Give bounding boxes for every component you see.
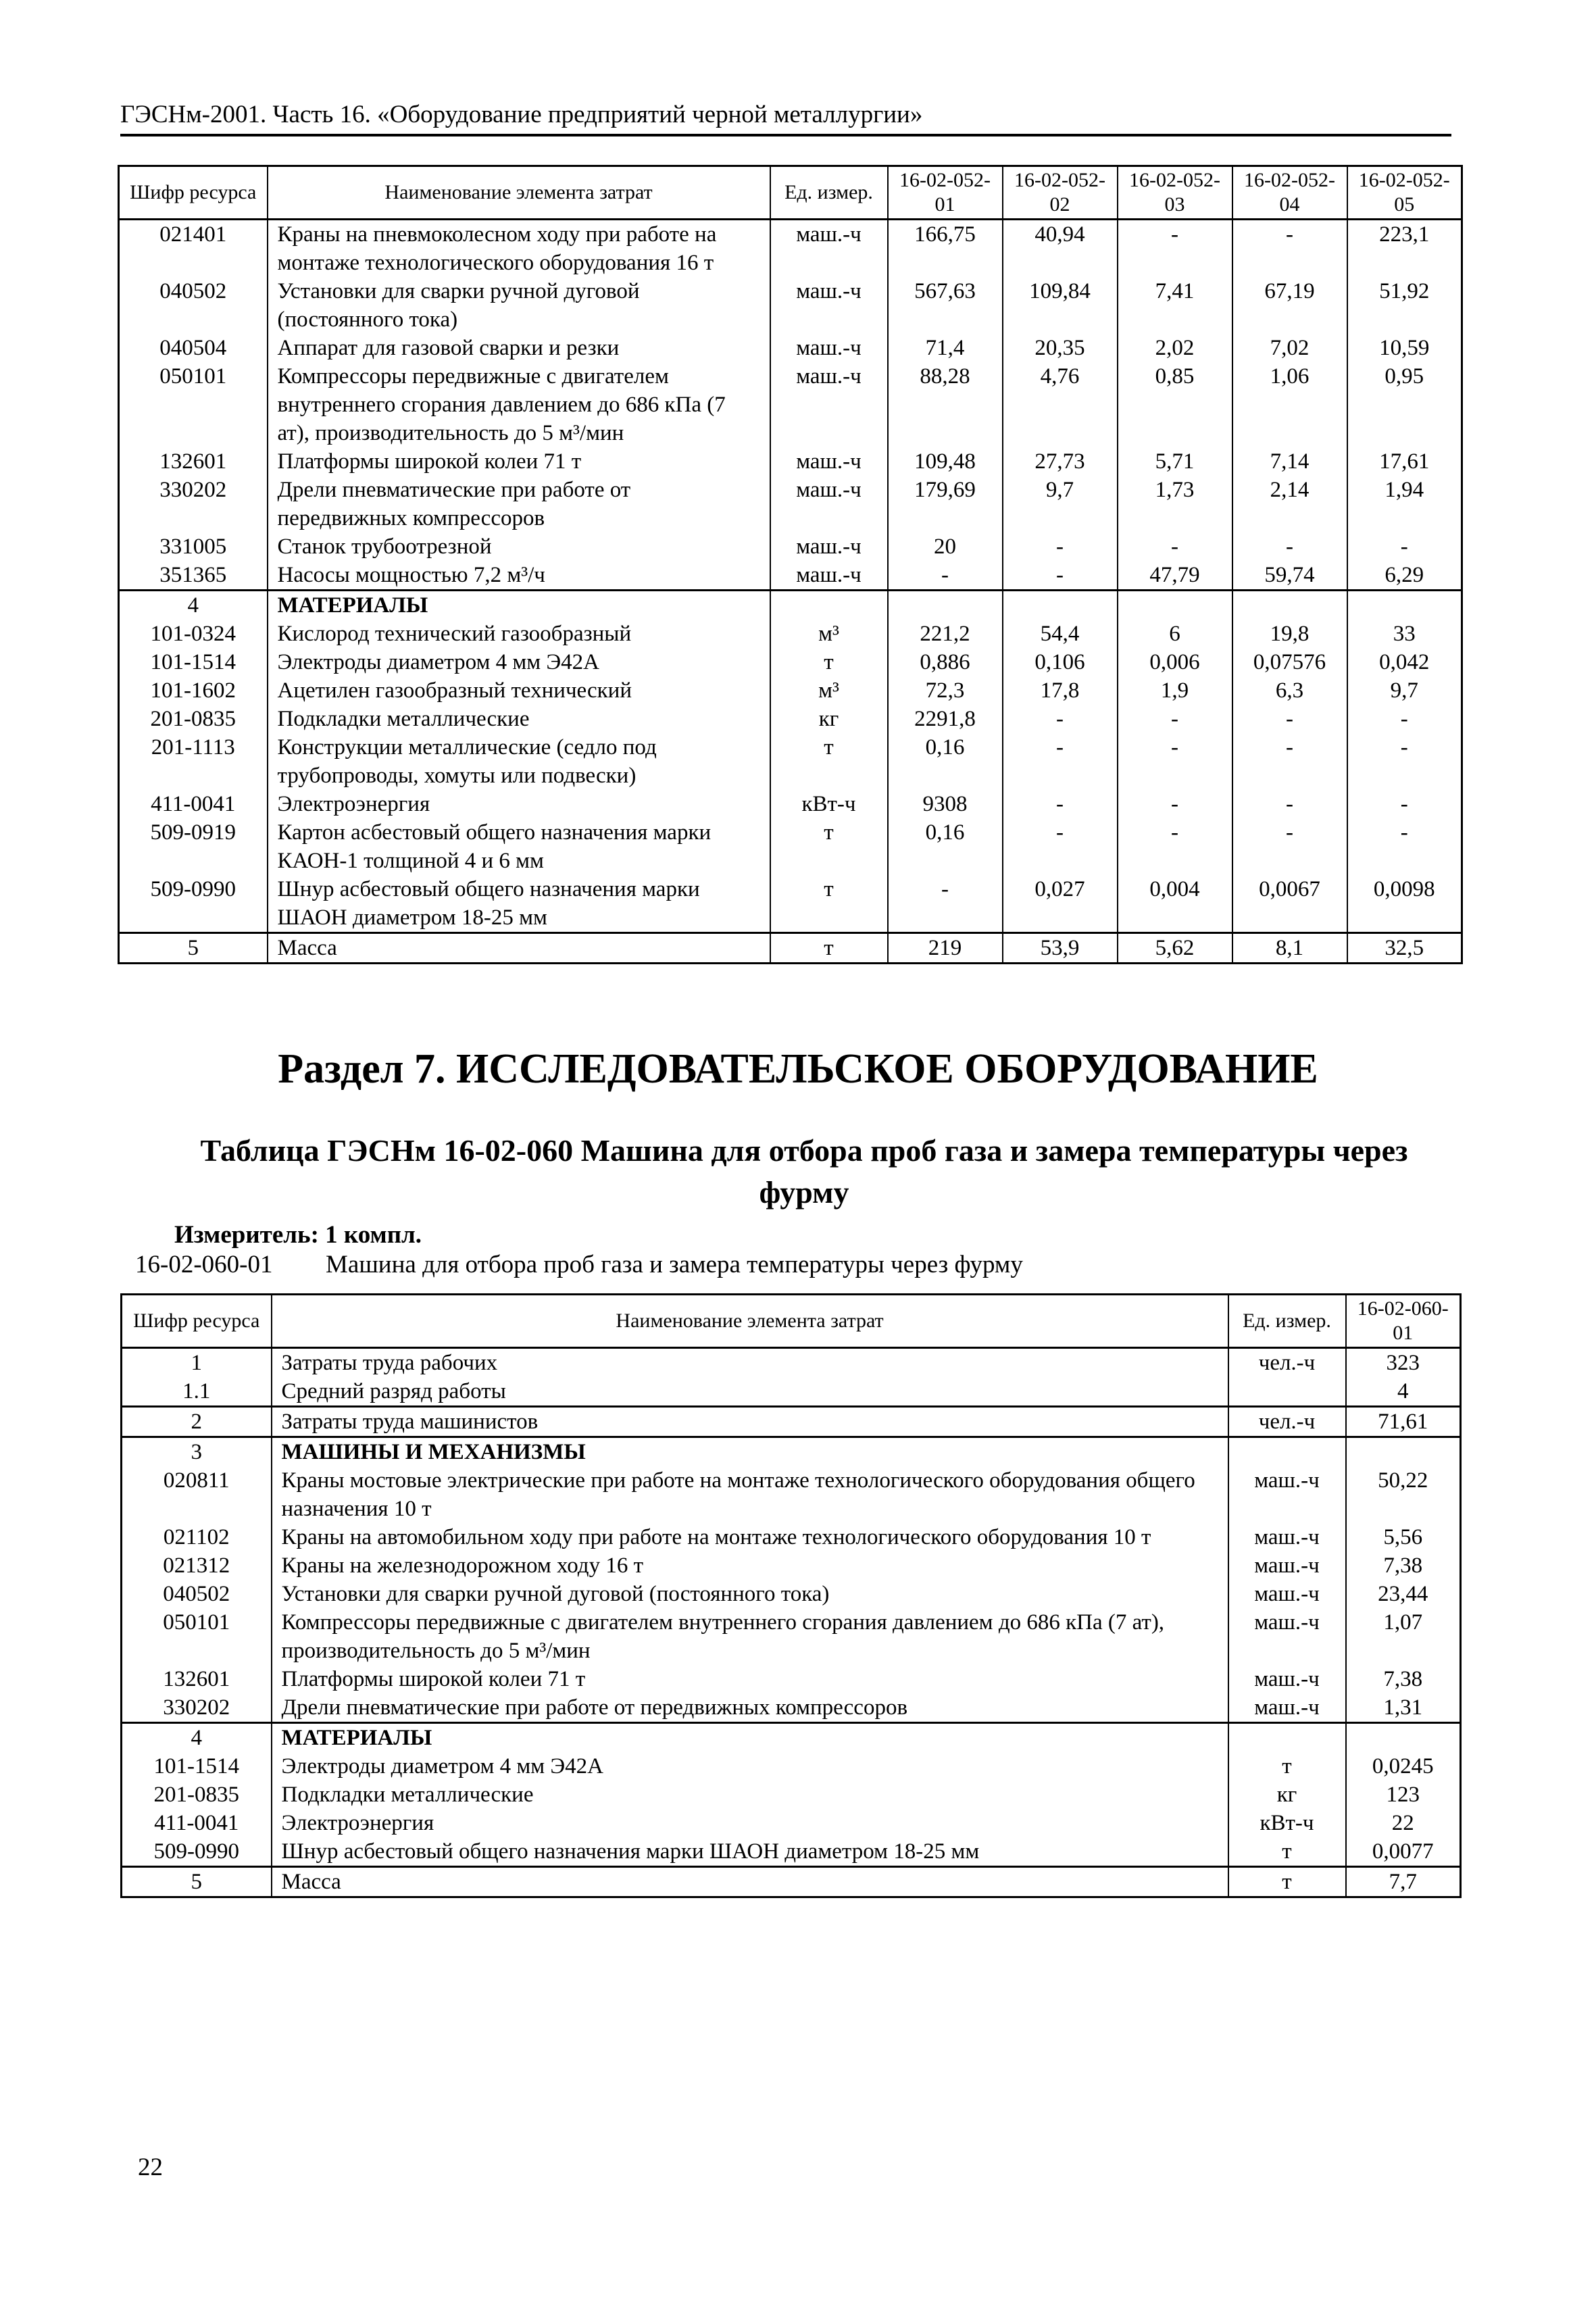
value-cell: 0,16 [888, 818, 1003, 875]
value-cell [1118, 591, 1232, 620]
value-cell [1346, 1723, 1461, 1753]
value-cell: 53,9 [1003, 933, 1118, 964]
table-row [119, 334, 1462, 362]
value-cell: 10,59 [1347, 334, 1462, 362]
table-row [119, 818, 1462, 875]
resource-unit: т [770, 875, 888, 933]
table-row [119, 933, 1462, 964]
table-row [119, 532, 1462, 561]
value-cell: 33 [1347, 620, 1462, 648]
header-col-1: 16-02-052-01 [888, 166, 1003, 220]
value-cell: 27,73 [1003, 447, 1118, 476]
resource-name: Электроды диаметром 4 мм Э42А [272, 1752, 1228, 1781]
resource-name: Краны на пневмоколесном ходу при работе на монтаже технологического оборудования 16 т [268, 220, 770, 278]
resource-name: Подкладки металлические [272, 1781, 1228, 1809]
resource-name: Электроэнергия [272, 1809, 1228, 1837]
value-cell: 7,02 [1232, 334, 1347, 362]
value-cell: 9,7 [1003, 476, 1118, 532]
value-cell: 2,02 [1118, 334, 1232, 362]
resource-name: Краны на автомобильном ходу при работе на монтаже технологического оборудования 10 т [272, 1523, 1228, 1551]
resource-name: Затраты труда рабочих [272, 1348, 1228, 1378]
value-cell: 8,1 [1232, 933, 1347, 964]
value-cell: 2,14 [1232, 476, 1347, 532]
resource-code: 330202 [119, 476, 268, 532]
resource-code: 040504 [119, 334, 268, 362]
table-row [119, 561, 1462, 591]
measure-unit: Измеритель: 1 компл. [174, 1221, 422, 1249]
value-cell: 179,69 [888, 476, 1003, 532]
table-row [119, 220, 1462, 278]
resource-code: 020811 [122, 1466, 272, 1523]
resource-name: Компрессоры передвижные с двигателем внутреннего сгорания давлением до 686 кПа (7 ат), производительность до 5 м³/мин [268, 362, 770, 447]
resource-name: Кислород технический газообразный [268, 620, 770, 648]
table-row [119, 790, 1462, 818]
resource-code: 101-1514 [122, 1752, 272, 1781]
resource-unit: маш.-ч [1228, 1466, 1346, 1523]
value-cell: 19,8 [1232, 620, 1347, 648]
resource-name: Станок трубоотрезной [268, 532, 770, 561]
value-cell: - [1003, 818, 1118, 875]
resource-name: Аппарат для газовой сварки и резки [268, 334, 770, 362]
value-cell: 1,94 [1347, 476, 1462, 532]
resource-name: Дрели пневматические при работе от передвижных компрессоров [272, 1693, 1228, 1723]
resource-unit: т [770, 648, 888, 676]
table-row [119, 277, 1462, 334]
value-cell: 7,38 [1346, 1665, 1461, 1693]
resource-code: 201-0835 [122, 1781, 272, 1809]
table-row [119, 447, 1462, 476]
resource-code: 2 [122, 1407, 272, 1437]
value-cell: - [1118, 790, 1232, 818]
table-row [119, 705, 1462, 733]
value-cell: 0,16 [888, 733, 1003, 790]
norm-line [135, 1250, 1023, 1280]
value-cell: 7,7 [1346, 1867, 1461, 1897]
resource-unit: кВт-ч [1228, 1809, 1346, 1837]
value-cell: 223,1 [1347, 220, 1462, 278]
resource-code: 021102 [122, 1523, 272, 1551]
resource-name: Компрессоры передвижные с двигателем внутреннего сгорания давлением до 686 кПа (7 ат), производительность до 5 м³/мин [272, 1608, 1228, 1665]
value-cell: - [1118, 532, 1232, 561]
value-cell: 0,106 [1003, 648, 1118, 676]
resource-code: 509-0990 [119, 875, 268, 933]
value-cell: - [888, 875, 1003, 933]
value-cell: 6,3 [1232, 676, 1347, 705]
table-row [122, 1781, 1461, 1809]
resource-unit: т [770, 818, 888, 875]
value-cell: - [1232, 790, 1347, 818]
value-cell: 5,62 [1118, 933, 1232, 964]
value-cell: 0,0098 [1347, 875, 1462, 933]
value-cell: - [1347, 790, 1462, 818]
table-row [119, 591, 1462, 620]
value-cell: 88,28 [888, 362, 1003, 447]
value-cell: 5,71 [1118, 447, 1232, 476]
value-cell: 59,74 [1232, 561, 1347, 591]
resource-code: 351365 [119, 561, 268, 591]
resource-unit: т [1228, 1837, 1346, 1867]
value-cell: 166,75 [888, 220, 1003, 278]
value-cell: - [1347, 705, 1462, 733]
resource-code: 509-0919 [119, 818, 268, 875]
section-heading: Раздел 7. ИССЛЕДОВАТЕЛЬСКОЕ ОБОРУДОВАНИЕ [278, 1046, 1318, 1092]
value-cell [1347, 591, 1462, 620]
value-cell: 0,042 [1347, 648, 1462, 676]
value-cell: - [1347, 532, 1462, 561]
table-row [122, 1407, 1461, 1437]
value-cell: 1,73 [1118, 476, 1232, 532]
table-row [122, 1867, 1461, 1897]
resource-code: 132601 [122, 1665, 272, 1693]
value-cell: - [1118, 705, 1232, 733]
resource-code: 040502 [122, 1580, 272, 1608]
value-cell: 0,0067 [1232, 875, 1347, 933]
table-header-row [119, 166, 1462, 220]
resource-name: Краны на железнодорожном ходу 16 т [272, 1551, 1228, 1580]
value-cell: 2291,8 [888, 705, 1003, 733]
value-cell: 22 [1346, 1809, 1461, 1837]
resource-name: Платформы широкой колеи 71 т [272, 1665, 1228, 1693]
resource-name: Платформы широкой колеи 71 т [268, 447, 770, 476]
value-cell: - [1118, 733, 1232, 790]
value-cell: 32,5 [1347, 933, 1462, 964]
resource-code: 5 [119, 933, 268, 964]
value-cell: 0,07576 [1232, 648, 1347, 676]
table-row [119, 362, 1462, 447]
resource-name: Шнур асбестовый общего назначения марки ШАОН диаметром 18-25 мм [268, 875, 770, 933]
value-cell: 1,06 [1232, 362, 1347, 447]
value-cell: 17,8 [1003, 676, 1118, 705]
value-cell: 50,22 [1346, 1466, 1461, 1523]
resource-unit: маш.-ч [770, 532, 888, 561]
table-row [119, 620, 1462, 648]
value-cell: 7,38 [1346, 1551, 1461, 1580]
resource-unit: чел.-ч [1228, 1348, 1346, 1378]
resource-unit: м³ [770, 676, 888, 705]
value-cell: 323 [1346, 1348, 1461, 1378]
value-cell: - [1232, 733, 1347, 790]
resource-name: Установки для сварки ручной дуговой (постоянного тока) [268, 277, 770, 334]
resource-code: 5 [122, 1867, 272, 1897]
table-row [122, 1693, 1461, 1723]
value-cell: 67,19 [1232, 277, 1347, 334]
value-cell: 221,2 [888, 620, 1003, 648]
resource-name: Картон асбестовый общего назначения марки КАОН-1 толщиной 4 и 6 мм [268, 818, 770, 875]
resource-unit: маш.-ч [1228, 1608, 1346, 1665]
resource-unit: чел.-ч [1228, 1407, 1346, 1437]
value-cell: 0,0077 [1346, 1837, 1461, 1867]
header-name: Наименование элемента затрат [268, 166, 770, 220]
value-cell: 6,29 [1347, 561, 1462, 591]
resource-unit [770, 591, 888, 620]
value-cell: 54,4 [1003, 620, 1118, 648]
resource-code: 132601 [119, 447, 268, 476]
value-cell: - [1003, 705, 1118, 733]
table-row [119, 676, 1462, 705]
value-cell: 109,84 [1003, 277, 1118, 334]
table-row [122, 1377, 1461, 1407]
value-cell: - [1347, 733, 1462, 790]
resource-unit: маш.-ч [1228, 1693, 1346, 1723]
header-unit: Ед. измер. [1228, 1295, 1346, 1348]
value-cell: 0,004 [1118, 875, 1232, 933]
header-col-1: 16-02-060-01 [1346, 1295, 1461, 1348]
resource-name: Средний разряд работы [272, 1377, 1228, 1407]
value-cell: 109,48 [888, 447, 1003, 476]
value-cell [1003, 591, 1118, 620]
resource-name: Насосы мощностью 7,2 м³/ч [268, 561, 770, 591]
table-row [122, 1809, 1461, 1837]
table-row [122, 1752, 1461, 1781]
value-cell: - [1347, 818, 1462, 875]
value-cell: - [1232, 220, 1347, 278]
resource-unit: маш.-ч [770, 334, 888, 362]
value-cell: 0,886 [888, 648, 1003, 676]
resource-code: 4 [122, 1723, 272, 1753]
resource-code: 411-0041 [122, 1809, 272, 1837]
value-cell: 17,61 [1347, 447, 1462, 476]
value-cell: 567,63 [888, 277, 1003, 334]
resource-unit: кг [1228, 1781, 1346, 1809]
table-row [122, 1665, 1461, 1693]
resource-unit: маш.-ч [770, 277, 888, 334]
header-col-3: 16-02-052-03 [1118, 166, 1232, 220]
table-row [122, 1580, 1461, 1608]
norm-name: Машина для отбора проб газа и замера температуры через фурму [326, 1251, 1023, 1278]
resource-name: Масса [272, 1867, 1228, 1897]
table-row [119, 733, 1462, 790]
resource-name: Ацетилен газообразный технический [268, 676, 770, 705]
resource-unit [1228, 1723, 1346, 1753]
norm-code: 16-02-060-01 [135, 1251, 273, 1278]
value-cell [1232, 591, 1347, 620]
value-cell: 9308 [888, 790, 1003, 818]
value-cell: 0,95 [1347, 362, 1462, 447]
value-cell: 7,14 [1232, 447, 1347, 476]
resource-name: Электроды диаметром 4 мм Э42А [268, 648, 770, 676]
resource-unit: т [770, 733, 888, 790]
resource-code: 330202 [122, 1693, 272, 1723]
resource-code: 1 [122, 1348, 272, 1378]
resource-unit [1228, 1437, 1346, 1467]
header-col-2: 16-02-052-02 [1003, 166, 1118, 220]
value-cell: 71,61 [1346, 1407, 1461, 1437]
resource-name: Масса [268, 933, 770, 964]
resource-table-060 [120, 1293, 1462, 1898]
resource-name: МАТЕРИАЛЫ [272, 1723, 1228, 1753]
value-cell: 0,0245 [1346, 1752, 1461, 1781]
resource-name: Установки для сварки ручной дуговой (постоянного тока) [272, 1580, 1228, 1608]
table-row [122, 1837, 1461, 1867]
resource-unit: кВт-ч [770, 790, 888, 818]
value-cell: 0,85 [1118, 362, 1232, 447]
value-cell: 40,94 [1003, 220, 1118, 278]
resource-code: 101-1602 [119, 676, 268, 705]
value-cell: 20,35 [1003, 334, 1118, 362]
value-cell: 123 [1346, 1781, 1461, 1809]
value-cell: 1,9 [1118, 676, 1232, 705]
resource-table-052 [118, 165, 1463, 964]
resource-name: Дрели пневматические при работе от передвижных компрессоров [268, 476, 770, 532]
value-cell: - [1003, 532, 1118, 561]
value-cell: - [1003, 561, 1118, 591]
value-cell: - [1232, 532, 1347, 561]
value-cell: - [1232, 705, 1347, 733]
value-cell [1346, 1437, 1461, 1467]
resource-unit: маш.-ч [770, 220, 888, 278]
value-cell: 7,41 [1118, 277, 1232, 334]
header-code: Шифр ресурса [119, 166, 268, 220]
value-cell: 1,31 [1346, 1693, 1461, 1723]
header-name: Наименование элемента затрат [272, 1295, 1228, 1348]
value-cell: 71,4 [888, 334, 1003, 362]
header-col-5: 16-02-052-05 [1347, 166, 1462, 220]
value-cell: 47,79 [1118, 561, 1232, 591]
resource-code: 021401 [119, 220, 268, 278]
resource-unit: маш.-ч [1228, 1523, 1346, 1551]
resource-unit: маш.-ч [770, 476, 888, 532]
resource-unit: т [1228, 1752, 1346, 1781]
resource-unit: маш.-ч [1228, 1551, 1346, 1580]
resource-unit: маш.-ч [770, 362, 888, 447]
table-row [122, 1348, 1461, 1378]
value-cell [888, 591, 1003, 620]
table-caption: Таблица ГЭСНм 16-02-060 Машина для отбора проб газа и замера температуры через фурму [200, 1133, 1408, 1210]
value-cell: 20 [888, 532, 1003, 561]
resource-unit: кг [770, 705, 888, 733]
resource-code: 101-1514 [119, 648, 268, 676]
value-cell: - [1003, 733, 1118, 790]
value-cell: 0,006 [1118, 648, 1232, 676]
page-number: 22 [138, 2154, 163, 2181]
resource-unit [1228, 1377, 1346, 1407]
resource-code: 411-0041 [119, 790, 268, 818]
resource-code: 050101 [122, 1608, 272, 1665]
resource-name: МАТЕРИАЛЫ [268, 591, 770, 620]
resource-code: 201-0835 [119, 705, 268, 733]
resource-code: 101-0324 [119, 620, 268, 648]
value-cell: - [888, 561, 1003, 591]
table-row [122, 1466, 1461, 1523]
resource-name: Краны мостовые электрические при работе на монтаже технологического оборудования общего назначения 10 т [272, 1466, 1228, 1523]
resource-unit: маш.-ч [770, 561, 888, 591]
value-cell: 4 [1346, 1377, 1461, 1407]
resource-name: Конструкции металлические (седло под трубопроводы, хомуты или подвески) [268, 733, 770, 790]
value-cell: 72,3 [888, 676, 1003, 705]
resource-code: 050101 [119, 362, 268, 447]
resource-unit: маш.-ч [1228, 1665, 1346, 1693]
resource-unit: т [770, 933, 888, 964]
value-cell: - [1118, 220, 1232, 278]
value-cell: - [1232, 818, 1347, 875]
resource-code: 021312 [122, 1551, 272, 1580]
resource-unit: маш.-ч [1228, 1580, 1346, 1608]
resource-name: Затраты труда машинистов [272, 1407, 1228, 1437]
table-header-row [122, 1295, 1461, 1348]
value-cell: - [1118, 818, 1232, 875]
value-cell: 51,92 [1347, 277, 1462, 334]
resource-code: 509-0990 [122, 1837, 272, 1867]
header-unit: Ед. измер. [770, 166, 888, 220]
value-cell: 219 [888, 933, 1003, 964]
value-cell: 5,56 [1346, 1523, 1461, 1551]
header-col-4: 16-02-052-04 [1232, 166, 1347, 220]
resource-code: 1.1 [122, 1377, 272, 1407]
resource-name: Подкладки металлические [268, 705, 770, 733]
value-cell: 1,07 [1346, 1608, 1461, 1665]
value-cell: 23,44 [1346, 1580, 1461, 1608]
resource-code: 201-1113 [119, 733, 268, 790]
resource-code: 331005 [119, 532, 268, 561]
resource-unit: маш.-ч [770, 447, 888, 476]
value-cell: - [1003, 790, 1118, 818]
value-cell: 9,7 [1347, 676, 1462, 705]
resource-name: МАШИНЫ И МЕХАНИЗМЫ [272, 1437, 1228, 1467]
value-cell: 4,76 [1003, 362, 1118, 447]
table-row [119, 875, 1462, 933]
table-row [122, 1608, 1461, 1665]
table-row [122, 1723, 1461, 1753]
table-row [122, 1551, 1461, 1580]
resource-unit: м³ [770, 620, 888, 648]
resource-name: Электроэнергия [268, 790, 770, 818]
header-code: Шифр ресурса [122, 1295, 272, 1348]
resource-code: 3 [122, 1437, 272, 1467]
resource-unit: т [1228, 1867, 1346, 1897]
resource-name: Шнур асбестовый общего назначения марки ШАОН диаметром 18-25 мм [272, 1837, 1228, 1867]
resource-code: 040502 [119, 277, 268, 334]
table-row [119, 476, 1462, 532]
table-row [122, 1523, 1461, 1551]
table-row [122, 1437, 1461, 1467]
resource-code: 4 [119, 591, 268, 620]
value-cell: 6 [1118, 620, 1232, 648]
running-header: ГЭСНм-2001. Часть 16. «Оборудование предприятий черной металлургии» [120, 100, 1451, 136]
value-cell: 0,027 [1003, 875, 1118, 933]
table-row [119, 648, 1462, 676]
